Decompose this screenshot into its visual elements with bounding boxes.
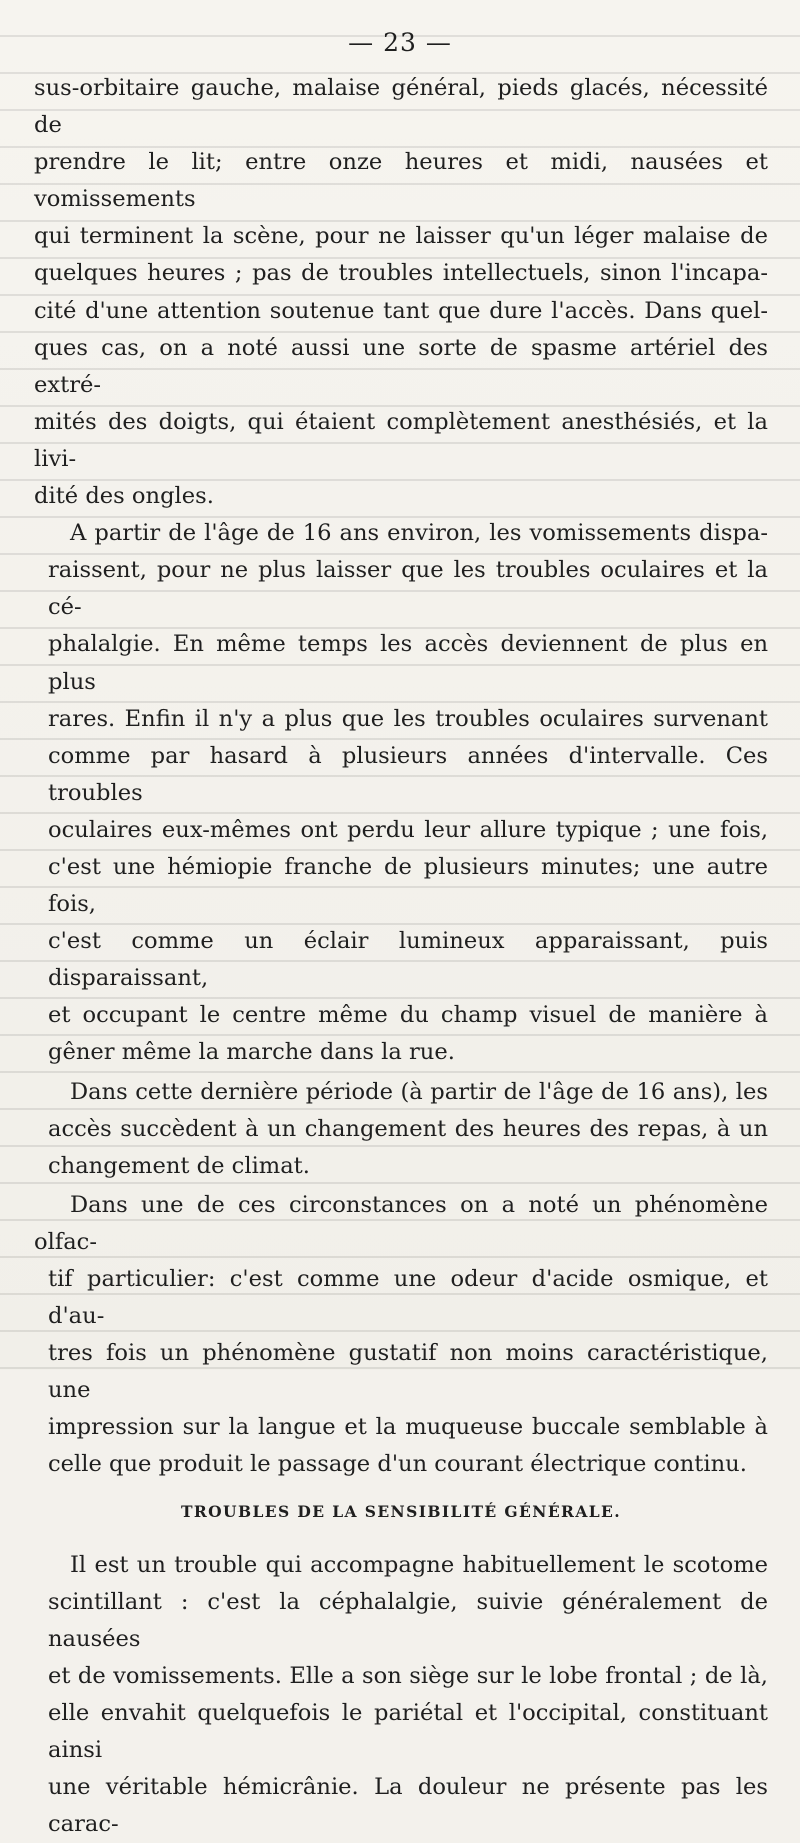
text-line: mités des doigts, qui étaient complètement anesthésiés, et la livi- [34, 408, 768, 472]
text-line: raissent, pour ne plus laisser que les troubles oculaires et la cé- [48, 557, 768, 621]
page-body [34, 70, 768, 1843]
text-line: changement de climat. [48, 1152, 310, 1179]
text-line: dité des ongles. [34, 483, 214, 510]
paragraph-2 [34, 515, 768, 1071]
text-line: impression sur la langue et la muqueuse buccale semblable à [48, 1414, 768, 1441]
text-line: qui terminent la scène, pour ne laisser qu'un léger malaise de [34, 223, 768, 250]
text-line: c'est une hémiopie franche de plusieurs minutes; une autre fois, [48, 853, 768, 918]
text-line: c'est comme un éclair lumineux apparaissant, puis disparaissant, [48, 928, 768, 992]
text-line: scintillant : c'est la céphalalgie, suivie généralement de nausées [48, 1588, 768, 1652]
text-line: quelques heures ; pas de troubles intellectuels, sinon l'incapa- [34, 260, 768, 287]
paragraph-1 [34, 70, 768, 515]
paragraph-5 [34, 1547, 768, 1843]
text-line: accès succèdent à un changement des heures des repas, à un [48, 1115, 768, 1142]
text-line: Dans cette dernière période (à partir de l'âge de 16 ans), les [70, 1078, 768, 1105]
text-line: elle envahit quelquefois le pariétal et l'occipital, constituant ainsi [48, 1699, 768, 1764]
text-line: et occupant le centre même du champ visuel de manière à [48, 1002, 768, 1029]
text-line: celle que produit le passage d'un courant électrique continu. [48, 1451, 747, 1478]
text-line: rares. Enfin il n'y a plus que les troubles oculaires survenant [48, 705, 768, 732]
paragraph-4 [34, 1187, 768, 1484]
section-heading: TROUBLES DE LA SENSIBILITÉ GÉNÉRALE. [180, 1501, 622, 1521]
text-line: prendre le lit; entre onze heures et midi, nausées et vomissements [34, 149, 768, 213]
text-line: oculaires eux-mêmes ont perdu leur allure typique ; une fois, [48, 816, 768, 843]
page-number: — 23 — [348, 28, 452, 57]
text-line: cité d'une attention soutenue tant que dure l'accès. Dans quel- [34, 297, 768, 324]
text-line: comme par hasard à plusieurs années d'intervalle. Ces troubles [48, 742, 768, 806]
text-line: et de vomissements. Elle a son siège sur le lobe frontal ; de là, [48, 1662, 768, 1689]
text-line: tres fois un phénomène gustatif non moins caractéristique, une [48, 1340, 768, 1404]
text-line: une véritable hémicrânie. La douleur ne présente pas les carac- [48, 1774, 768, 1838]
text-line: phalalgie. En même temps les accès deviennent de plus en plus [48, 631, 768, 695]
text-line: sus-orbitaire gauche, malaise général, pieds glacés, nécessité de [34, 75, 768, 139]
text-line: gêner même la marche dans la rue. [48, 1039, 455, 1066]
text-line: A partir de l'âge de 16 ans environ, les vomissements dispa- [70, 520, 768, 547]
paragraph-3 [34, 1074, 768, 1185]
text-line: Il est un trouble qui accompagne habituellement le scotome [70, 1551, 768, 1578]
text-line: tif particulier: c'est comme une odeur d'acide osmique, et d'au- [48, 1266, 768, 1330]
text-line: Dans une de ces circonstances on a noté un phénomène olfac- [34, 1191, 768, 1255]
text-line: ques cas, on a noté aussi une sorte de spasme artériel des extré- [34, 334, 768, 398]
